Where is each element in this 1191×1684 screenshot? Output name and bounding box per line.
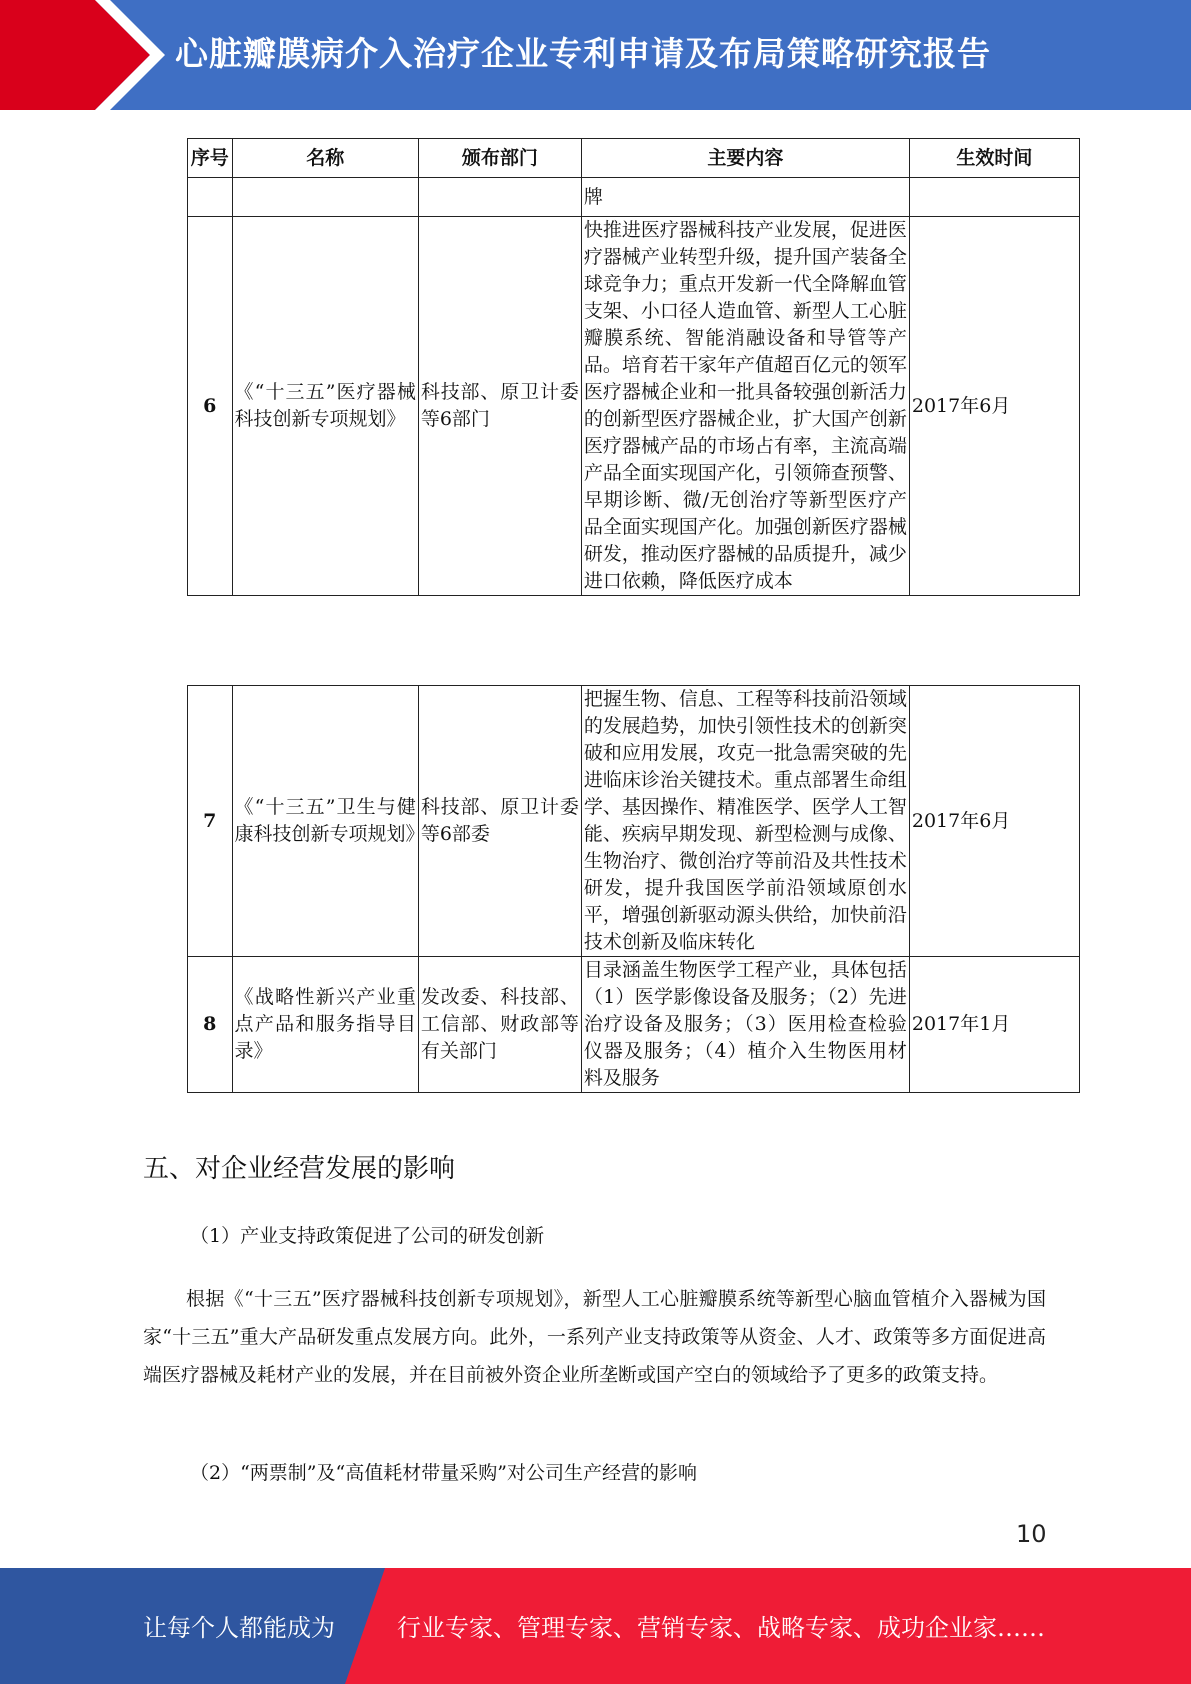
report-title: 心脏瓣膜病介入治疗企业专利申请及布局策略研究报告	[175, 34, 991, 73]
table-header-row	[188, 139, 1080, 178]
page-footer	[0, 1568, 1191, 1684]
cell-name: 《“十三五”卫生与健康科技创新专项规划》	[232, 686, 418, 957]
table-row-continued	[188, 178, 1080, 217]
cell-name: 《战略性新兴产业重点产品和服务指导目录》	[232, 957, 418, 1093]
cell-name: 《“十三五”医疗器械科技创新专项规划》	[232, 217, 418, 596]
cell-department: 科技部、原卫计委等6部委	[418, 686, 581, 957]
cell-department: 科技部、原卫计委等6部门	[418, 217, 581, 596]
table-row	[188, 686, 1080, 957]
body-paragraph: 根据《“十三五”医疗器械科技创新专项规划》，新型人工心脏瓣膜系统等新型心脑血管植介入器械为国家“十三五”重大产品研发重点发展方向。此外，一系列产业支持政策等从资金、人才、政策等多方面促进高端医疗器械及耗材产业的发展，并在目前被外资企业所垄断或国产空白的领域给予了更多的政策支持。	[143, 1288, 1046, 1386]
page-number: 10	[1016, 1520, 1047, 1548]
cell-content: 牌	[581, 178, 909, 217]
column-header-department: 颁布部门	[418, 139, 581, 178]
cell-content: 目录涵盖生物医学工程产业，具体包括（1）医学影像设备及服务；（2）先进治疗设备及服务；（3）医用检查检验仪器及服务；（4）植介入生物医用材料及服务	[581, 957, 909, 1093]
footer-slogan-right: 行业专家、管理专家、营销专家、战略专家、成功企业家……	[397, 1614, 1045, 1642]
cell-date: 2017年6月	[909, 686, 1079, 957]
column-header-content: 主要内容	[581, 139, 909, 178]
cell-department: 发改委、科技部、工信部、财政部等有关部门	[418, 957, 581, 1093]
cell-name	[232, 178, 418, 217]
cell-date: 2017年6月	[909, 217, 1079, 596]
subheading-2: （2）“两票制”及“高值耗材带量采购”对公司生产经营的影响	[190, 1462, 697, 1484]
policy-table	[187, 138, 1080, 596]
table-row	[188, 957, 1080, 1093]
cell-index: 6	[188, 217, 233, 596]
column-header-index: 序号	[188, 139, 233, 178]
page-header	[0, 0, 1191, 110]
section-heading: 五、对企业经营发展的影响	[143, 1154, 456, 1184]
column-header-name: 名称	[232, 139, 418, 178]
policy-table-part-1	[187, 138, 1082, 651]
subheading-1: （1）产业支持政策促进了公司的研发创新	[190, 1225, 545, 1247]
cell-date	[909, 178, 1079, 217]
cell-content: 快推进医疗器械科技产业发展，促进医疗器械产业转型升级，提升国产装备全球竞争力；重点开发新一代全降解血管支架、小口径人造血管、新型人工心脏瓣膜系统、智能消融设备和导管等产品。培育若干家年产值超百亿元的领军医疗器械企业和一批具备较强创新活力的创新型医疗器械企业，扩大国产创新医疗器械产品的市场占有率，主流高端产品全面实现国产化，引领筛查预警、早期诊断、微/无创治疗等新型医疗产品全面实现国产化。加强创新医疗器械研发，推动医疗器械的品质提升，减少进口依赖，降低医疗成本	[581, 217, 909, 596]
cell-date: 2017年1月	[909, 957, 1079, 1093]
cell-content: 把握生物、信息、工程等科技前沿领域的发展趋势，加快引领性技术的创新突破和应用发展，攻克一批急需突破的先进临床诊治关键技术。重点部署生命组学、基因操作、精准医学、医学人工智能、疾病早期发现、新型检测与成像、生物治疗、微创治疗等前沿及共性技术研发，提升我国医学前沿领域原创水平，增强创新驱动源头供给，加快前沿技术创新及临床转化	[581, 686, 909, 957]
cell-index: 7	[188, 686, 233, 957]
table-row	[188, 217, 1080, 596]
policy-table-part-2	[187, 685, 1080, 1093]
column-header-date: 生效时间	[909, 139, 1079, 178]
cell-department	[418, 178, 581, 217]
cell-index: 8	[188, 957, 233, 1093]
footer-slogan-left: 让每个人都能成为	[143, 1614, 335, 1642]
cell-index	[188, 178, 233, 217]
